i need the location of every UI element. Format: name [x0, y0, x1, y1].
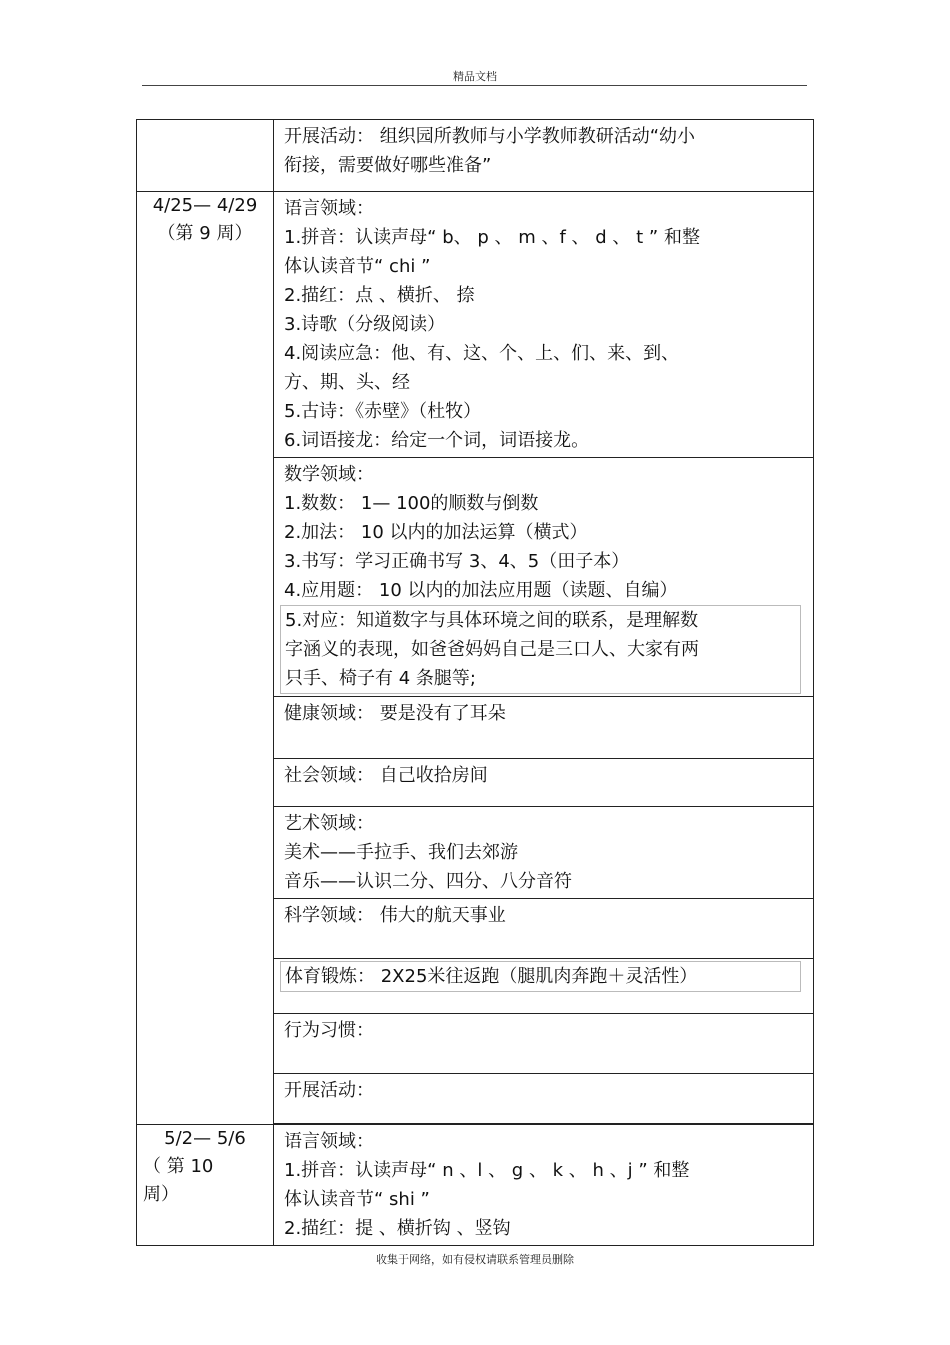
- health-cell: [274, 697, 814, 759]
- week-range: 4/25— 4/29: [152, 195, 258, 216]
- math-boxed-note: [280, 605, 801, 694]
- math-line: 4.应用题： 10 以内的加法应用题（读题、自编）: [284, 580, 678, 601]
- math-boxed-line: 5.对应：知道数字与具体环境之间的联系，是理解数: [285, 610, 699, 631]
- language-line: 2.描红：提 、横折钩 、竖钩: [284, 1218, 511, 1239]
- pe-cell: [274, 959, 814, 1014]
- language-line: 语言领域：: [284, 198, 374, 219]
- habit-text: 行为习惯：: [284, 1020, 374, 1041]
- health-text: 健康领域： 要是没有了耳朵: [284, 703, 506, 724]
- table-row: [137, 192, 814, 458]
- math-line: 数学领域：: [284, 464, 374, 485]
- math-cell: [274, 458, 814, 697]
- art-line: 美术——手拉手、我们去郊游: [284, 842, 518, 863]
- pe-text: 体育锻炼： 2X25米往返跑（腿肌肉奔跑＋灵活性）: [285, 966, 698, 987]
- social-cell: [274, 759, 814, 807]
- language-line: 1.拼音：认读声母“ n 、l 、 g 、 k 、 h 、j ” 和整: [284, 1160, 690, 1181]
- math-line: 1.数数： 1— 100的顺数与倒数: [284, 493, 539, 514]
- habit-cell: [274, 1014, 814, 1074]
- language-line: 2.描红：点 、横折、 捺: [284, 285, 475, 306]
- math-boxed-line: 字涵义的表现，如爸爸妈妈自己是三口人、大家有两: [285, 639, 699, 660]
- page-footer: 收集于网络，如有侵权请联系管理员删除: [376, 1253, 574, 1266]
- math-boxed-line: 只手、椅子有 4 条腿等;: [285, 668, 476, 689]
- language-cell-2: [274, 1125, 814, 1246]
- language-line: 体认读音节“ shi ”: [284, 1189, 430, 1210]
- art-line: 音乐——认识二分、四分、八分音符: [284, 871, 572, 892]
- science-cell: [274, 899, 814, 959]
- week-range: 5/2— 5/6: [164, 1128, 246, 1149]
- week-number-cont: 周）: [143, 1184, 179, 1205]
- language-line: 语言领域：: [284, 1131, 374, 1152]
- language-cell: [274, 192, 814, 458]
- table-row: [137, 1125, 814, 1246]
- language-line: 5.古诗：《赤壁》（杜牧）: [284, 401, 482, 422]
- week-cell-empty: [137, 120, 274, 192]
- language-line: 6.词语接龙：给定一个词，词语接龙。: [284, 430, 590, 451]
- week-number: （第 9 周）: [157, 223, 253, 244]
- art-cell: [274, 807, 814, 899]
- activity-cell-2: [274, 1074, 814, 1124]
- language-line: 3.诗歌（分级阅读）: [284, 314, 446, 335]
- week-number: （ 第 10: [143, 1156, 214, 1177]
- weekly-plan-table: [136, 119, 814, 1246]
- art-line: 艺术领域：: [284, 813, 374, 834]
- activity-cell: [274, 120, 814, 192]
- table-row: [137, 120, 814, 192]
- header-rule: [142, 85, 807, 86]
- math-line: 3.书写：学习正确书写 3、4、5（田子本）: [284, 551, 630, 572]
- science-text: 科学领域： 伟大的航天事业: [284, 905, 506, 926]
- language-line: 体认读音节“ chi ”: [284, 256, 431, 277]
- language-line: 方、期、头、经: [284, 372, 410, 393]
- social-text: 社会领域： 自己收拾房间: [284, 765, 488, 786]
- language-line: 4.阅读应急：他、有、这、个、上、们、来、到、: [284, 343, 680, 364]
- activity-line: 衔接，需要做好哪些准备”: [284, 155, 492, 176]
- pe-boxed-note: [280, 961, 801, 992]
- week-cell-10: [137, 1125, 274, 1246]
- page-header: 精品文档: [453, 70, 497, 83]
- language-line: 1.拼音：认读声母“ b、 p 、 m 、f 、 d 、 t ” 和整: [284, 227, 700, 248]
- week-cell-9: [137, 192, 274, 1125]
- math-line: 2.加法： 10 以内的加法运算（横式）: [284, 522, 588, 543]
- activity-line: 开展活动： 组织园所教师与小学教师教研活动“幼小: [284, 126, 696, 147]
- activity-text: 开展活动：: [284, 1080, 374, 1101]
